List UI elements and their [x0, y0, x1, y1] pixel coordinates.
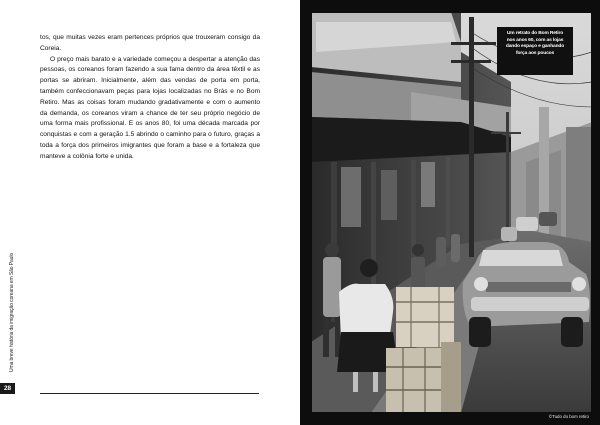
book-title-vertical: Uma breve história da imigração coreana em São Paulo [9, 252, 15, 372]
body-text [40, 33, 260, 163]
photo-credit: ©Tudo do bom retiro [548, 414, 589, 419]
footer-rule [40, 393, 259, 394]
page-number: 28 [0, 383, 15, 394]
paragraph-1: tos, que muitas vezes eram pertences próprios que trouxeram consigo da Coreia. [40, 34, 260, 52]
paragraph-2: O preço mais barato e a variedade começou a despertar a atenção das pessoas, os coreanos foram fazendo a sua fama dentro da área têxtil e as portas se abriram. Inicialmente, além das vendas de porta em porta, também confeccionavam peças para lojas localizadas no Brás e no Bom Retiro. Mas as coisas foram mudando gradativamente e com o aumento da demanda, os coreanos viram a chance de ter seu próprio negócio de uma forma mais profissional. E os anos 80, foi uma década marcada por conquistas e com a geração 1.5 abrindo o caminho para o futuro, graças a toda a força dos primeiros imigrantes que foram a base e a fortaleza que manteve a colônia forte e unida. [40, 55, 260, 160]
photo-caption: Um retrato do Bom Retiro nos anos 60, com as lojas dando espaço e ganhando força aos poucos [497, 27, 573, 75]
